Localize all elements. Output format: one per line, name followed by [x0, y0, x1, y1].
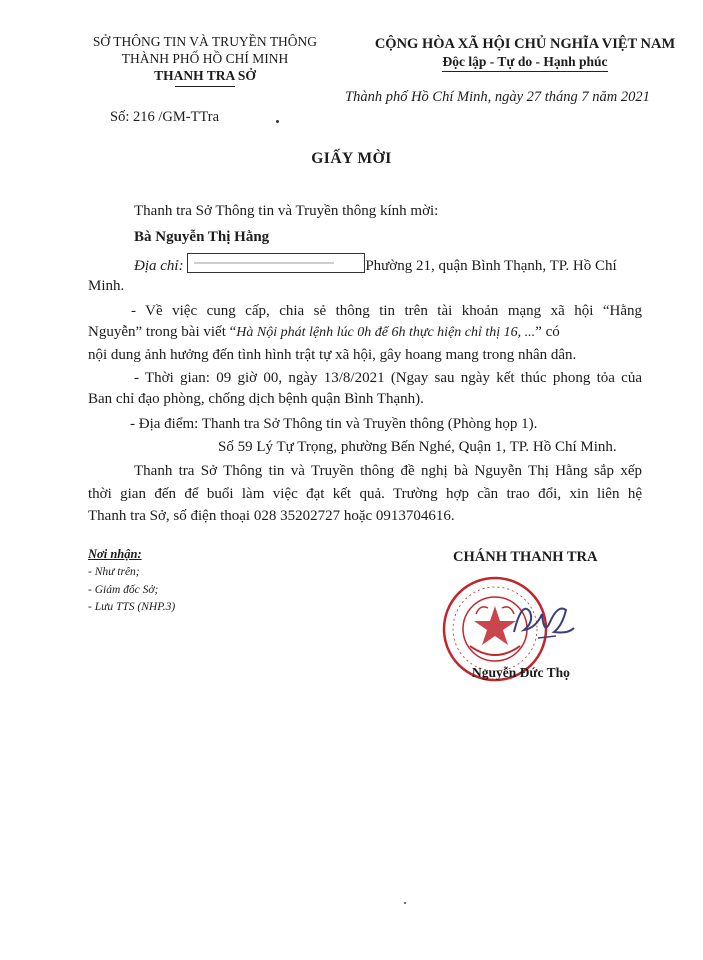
address-line	[134, 253, 617, 277]
time-line-1: - Thời gian: 09 giờ 00, ngày 13/8/2021 (Ngay sau ngày kết thúc phong tỏa của	[134, 370, 642, 386]
address-rest: Phường 21, quận Bình Thạnh, TP. Hồ Chí	[365, 258, 617, 274]
agency-header	[60, 33, 350, 87]
signature-title: CHÁNH THANH TRA	[453, 549, 598, 565]
agency-underline	[175, 86, 235, 87]
signatory-name: Nguyễn Đức Thọ	[472, 665, 570, 680]
closing-line-1: Thanh tra Sở Thông tin và Truyền thông đề nghị bà Nguyễn Thị Hằng sắp xếp	[134, 463, 642, 479]
place-line-2: Số 59 Lý Tự Trọng, phường Bến Nghé, Quận 1, TP. Hồ Chí Minh.	[218, 439, 617, 455]
place-line-1: - Địa điểm: Thanh tra Sở Thông tin và Truyền thông (Phòng họp 1).	[130, 416, 538, 432]
article-title: Hà Nội phát lệnh lúc 0h để 6h thực hiện chỉ thị 16, ...	[236, 325, 536, 340]
redacted-address-box	[187, 253, 365, 273]
date-line: Thành phố Hồ Chí Minh, ngày 27 tháng 7 năm 2021	[345, 89, 650, 105]
document-number: Số: 216 /GM-TTra	[110, 109, 220, 125]
nation-title: CỘNG HÒA XÃ HỘI CHỦ NGHĨA VIỆT NAM	[374, 36, 676, 52]
document-title: GIẤY MỜI	[311, 150, 392, 167]
motto: Độc lập - Tự do - Hạnh phúc	[442, 53, 607, 72]
recipients-label: Nơi nhận:	[88, 547, 142, 561]
address-continuation: Minh.	[88, 278, 125, 294]
speck	[276, 120, 279, 123]
invitee-name: Bà Nguyễn Thị Hằng	[134, 229, 270, 245]
closing-line-2: thời gian đến để buổi làm việc đạt kết quả. Trường hợp cần trao đổi, xin liên hệ	[88, 486, 642, 502]
agency-line-1: SỞ THÔNG TIN VÀ TRUYỀN THÔNG	[92, 34, 318, 49]
handwritten-signature-icon	[508, 592, 578, 652]
recipient-item: - Lưu TTS (NHP.3)	[88, 601, 176, 613]
intro-line: Thanh tra Sở Thông tin và Truyền thông kính mời:	[134, 203, 439, 219]
subject-line-1: - Về việc cung cấp, chia sẻ thông tin trên tài khoản mạng xã hội “Hằng	[131, 303, 642, 319]
recipient-item: - Như trên;	[88, 566, 140, 578]
subject-line-2-end: ” có	[535, 324, 560, 340]
time-line-2: Ban chỉ đạo phòng, chống dịch bệnh quận Bình Thạnh).	[88, 391, 424, 407]
speck	[404, 902, 406, 904]
address-label: Địa chỉ:	[134, 258, 184, 274]
subject-line-3: nội dung ảnh hưởng đến tình hình trật tự xã hội, gây hoang mang trong nhân dân.	[88, 347, 577, 363]
agency-line-2: THÀNH PHỐ HỒ CHÍ MINH	[121, 51, 289, 66]
closing-line-3: Thanh tra Sở, số điện thoại 028 35202727 hoặc 0913704616.	[88, 508, 455, 524]
subject-line-2-start: Nguyễn” trong bài viết “	[88, 324, 237, 340]
nation-header	[352, 36, 698, 72]
recipient-item: - Giám đốc Sở;	[88, 584, 159, 596]
agency-line-3: THANH TRA SỞ	[154, 68, 256, 83]
subject-line-2	[88, 322, 560, 343]
